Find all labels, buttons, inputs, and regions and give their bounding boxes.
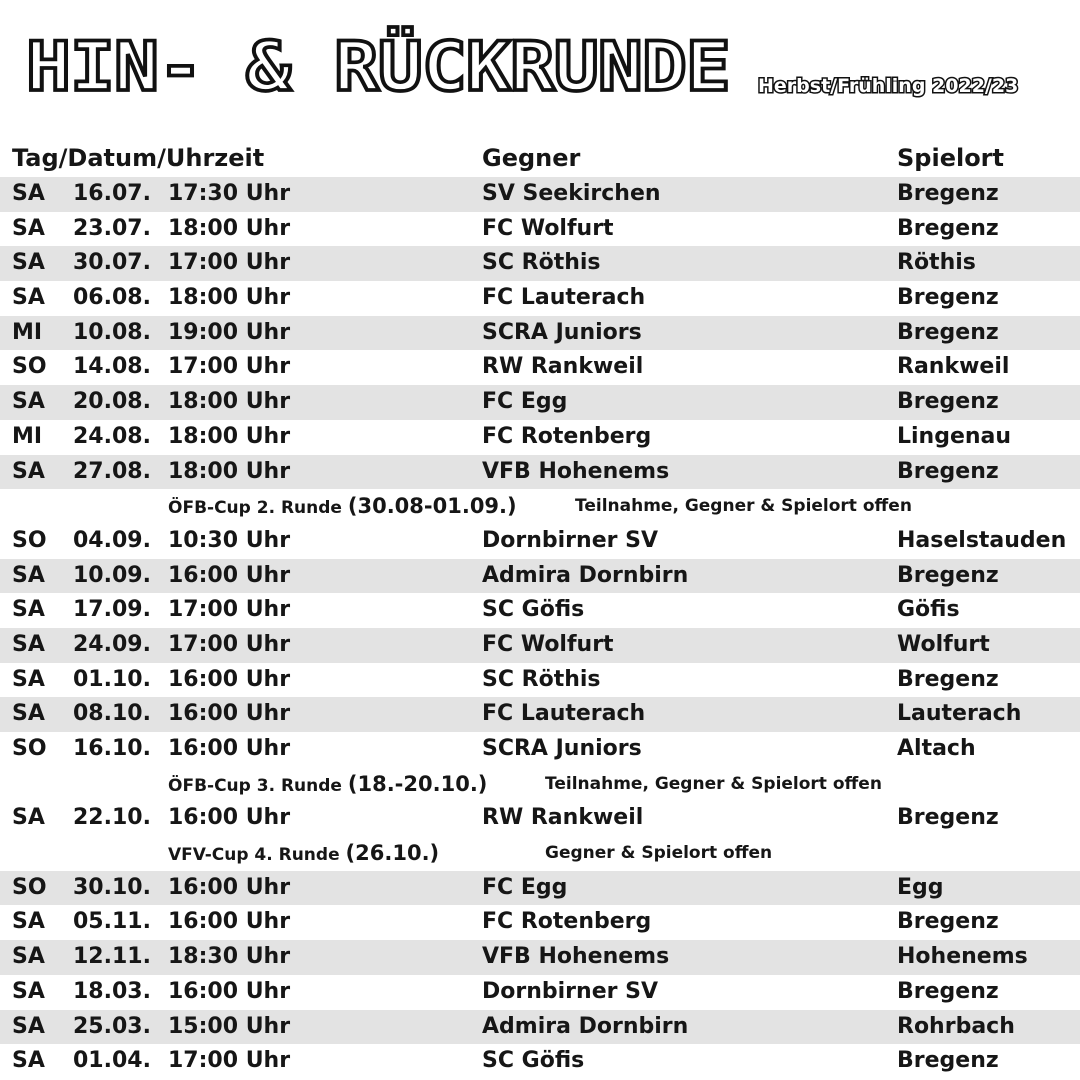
match-day: SA	[12, 458, 45, 484]
match-time: 15:00 Uhr	[168, 1013, 291, 1039]
match-time: 16:00 Uhr	[168, 978, 291, 1004]
match-opponent: SCRA Juniors	[482, 736, 642, 761]
match-date: 27.08.	[73, 458, 151, 484]
match-time: 19:00 Uhr	[168, 319, 291, 345]
match-venue: Bregenz	[897, 978, 999, 1004]
match-date: 06.08.	[73, 285, 151, 311]
match-day: SA	[12, 597, 45, 623]
match-day: SA	[12, 562, 45, 588]
match-day: SA	[12, 1013, 45, 1039]
match-time: 18:00 Uhr	[168, 215, 291, 241]
match-venue: Bregenz	[897, 285, 999, 311]
page-title: HIN- & RÜCKRUNDE	[26, 27, 730, 107]
match-opponent: FC Wolfurt	[482, 631, 614, 657]
match-day: SA	[12, 250, 45, 276]
fixture-row	[0, 350, 1080, 385]
match-time: 18:00 Uhr	[168, 458, 291, 484]
match-venue: Rankweil	[897, 354, 1010, 380]
cup-round-dates: (30.08-01.09.)	[347, 494, 517, 519]
fixture-row	[0, 1044, 1080, 1079]
fixture-row	[0, 420, 1080, 455]
match-venue: Bregenz	[897, 909, 999, 935]
match-opponent: SC Röthis	[482, 250, 601, 276]
match-day: SO	[12, 736, 47, 761]
fixture-row	[0, 663, 1080, 698]
fixture-row	[0, 628, 1080, 663]
match-opponent: SC Röthis	[482, 666, 601, 692]
match-venue: Bregenz	[897, 389, 999, 415]
cup-round-dates: (18.-20.10.)	[347, 771, 488, 796]
match-opponent: FC Lauterach	[482, 701, 646, 727]
cup-round-name: ÖFB-Cup 3. Runde	[168, 775, 342, 796]
match-opponent: SC Göfis	[482, 597, 585, 623]
cup-round-note: Teilnahme, Gegner & Spielort offen	[545, 773, 882, 794]
match-day: MI	[12, 319, 43, 345]
match-day: SA	[12, 215, 45, 241]
match-time: 17:00 Uhr	[168, 597, 291, 623]
season-subtitle: Herbst/Frühling 2022/23	[758, 75, 1019, 97]
match-date: 25.03.	[73, 1013, 151, 1039]
match-time: 18:00 Uhr	[168, 285, 291, 311]
cup-round-label	[168, 489, 517, 526]
fixture-row	[0, 524, 1080, 559]
match-venue: Lingenau	[897, 423, 1012, 449]
fixture-row	[0, 975, 1080, 1010]
fixture-row	[0, 455, 1080, 490]
match-date: 24.08.	[73, 423, 151, 449]
match-day: SA	[12, 389, 45, 415]
match-date: 05.11.	[73, 909, 151, 935]
match-date: 08.10.	[73, 701, 151, 727]
match-date: 30.07.	[73, 250, 151, 276]
cup-row	[0, 489, 1080, 524]
match-day: SA	[12, 631, 45, 657]
match-opponent: FC Lauterach	[482, 285, 646, 311]
match-day: SO	[12, 527, 47, 553]
match-venue: Röthis	[897, 250, 976, 276]
match-day: SA	[12, 805, 45, 831]
match-time: 16:00 Uhr	[168, 805, 291, 831]
match-opponent: RW Rankweil	[482, 354, 644, 380]
match-opponent: FC Egg	[482, 389, 568, 415]
fixture-table	[0, 177, 1080, 1079]
match-date: 18.03.	[73, 978, 151, 1004]
match-venue: Egg	[897, 874, 944, 900]
match-opponent: FC Egg	[482, 874, 568, 900]
fixture-row	[0, 1010, 1080, 1045]
match-date: 14.08.	[73, 354, 151, 380]
match-day: SA	[12, 909, 45, 935]
match-time: 16:00 Uhr	[168, 736, 291, 761]
match-date: 12.11.	[73, 944, 151, 970]
cup-round-name: ÖFB-Cup 2. Runde	[168, 498, 342, 519]
match-day: SA	[12, 1048, 45, 1074]
match-opponent: SC Göfis	[482, 1048, 585, 1074]
match-date: 24.09.	[73, 631, 151, 657]
match-day: SA	[12, 666, 45, 692]
cup-round-dates: (26.10.)	[345, 841, 440, 866]
fixture-row	[0, 905, 1080, 940]
match-date: 16.10.	[73, 736, 151, 761]
match-venue: Wolfurt	[897, 631, 990, 657]
match-date: 10.08.	[73, 319, 151, 345]
match-venue: Bregenz	[897, 458, 999, 484]
match-time: 17:00 Uhr	[168, 354, 291, 380]
match-venue: Altach	[897, 736, 976, 761]
cup-round-label	[168, 836, 439, 873]
column-header-venue: Spielort	[897, 144, 1004, 172]
fixture-row	[0, 246, 1080, 281]
match-venue: Göfis	[897, 597, 960, 623]
match-venue: Lauterach	[897, 701, 1022, 727]
cup-round-label	[168, 767, 487, 804]
match-opponent: SCRA Juniors	[482, 319, 642, 345]
match-date: 17.09.	[73, 597, 151, 623]
match-time: 17:00 Uhr	[168, 631, 291, 657]
match-time: 16:00 Uhr	[168, 701, 291, 727]
match-day: SO	[12, 354, 47, 380]
column-header-date: Tag/Datum/Uhrzeit	[12, 144, 265, 172]
match-opponent: Admira Dornbirn	[482, 562, 689, 588]
match-venue: Bregenz	[897, 1048, 999, 1074]
match-venue: Bregenz	[897, 666, 999, 692]
match-venue: Bregenz	[897, 805, 999, 831]
match-date: 10.09.	[73, 562, 151, 588]
match-time: 16:00 Uhr	[168, 666, 291, 692]
match-day: SA	[12, 978, 45, 1004]
column-header-opponent: Gegner	[482, 144, 581, 172]
cup-row	[0, 767, 1080, 802]
match-opponent: RW Rankweil	[482, 805, 644, 831]
match-time: 10:30 Uhr	[168, 527, 291, 553]
fixture-row	[0, 281, 1080, 316]
table-header	[0, 141, 1080, 175]
match-day: SA	[12, 181, 45, 206]
match-opponent: Dornbirner SV	[482, 527, 658, 553]
match-opponent: Dornbirner SV	[482, 978, 658, 1004]
match-day: MI	[12, 423, 43, 449]
match-time: 16:00 Uhr	[168, 874, 291, 900]
match-opponent: FC Rotenberg	[482, 423, 652, 449]
cup-round-name: VFV-Cup 4. Runde	[168, 845, 340, 866]
match-day: SO	[12, 874, 47, 900]
match-time: 18:00 Uhr	[168, 389, 291, 415]
match-time: 18:30 Uhr	[168, 944, 291, 970]
match-opponent: SV Seekirchen	[482, 181, 661, 206]
match-date: 16.07.	[73, 181, 151, 206]
match-time: 17:00 Uhr	[168, 250, 291, 276]
match-date: 04.09.	[73, 527, 151, 553]
match-day: SA	[12, 285, 45, 311]
match-venue: Bregenz	[897, 319, 999, 345]
match-time: 16:00 Uhr	[168, 562, 291, 588]
match-time: 17:00 Uhr	[168, 1048, 291, 1074]
match-time: 17:30 Uhr	[168, 181, 291, 206]
match-date: 22.10.	[73, 805, 151, 831]
fixture-row	[0, 871, 1080, 906]
fixture-row	[0, 385, 1080, 420]
match-venue: Rohrbach	[897, 1013, 1015, 1039]
fixture-row	[0, 801, 1080, 836]
match-date: 23.07.	[73, 215, 151, 241]
fixture-row	[0, 732, 1080, 767]
fixture-row	[0, 316, 1080, 351]
match-day: SA	[12, 701, 45, 727]
fixture-row	[0, 697, 1080, 732]
fixture-row	[0, 177, 1080, 212]
fixture-row	[0, 559, 1080, 594]
cup-round-note: Gegner & Spielort offen	[545, 843, 773, 864]
match-venue: Bregenz	[897, 181, 999, 206]
match-opponent: Admira Dornbirn	[482, 1013, 689, 1039]
match-time: 16:00 Uhr	[168, 909, 291, 935]
match-venue: Hohenems	[897, 944, 1028, 970]
match-opponent: FC Rotenberg	[482, 909, 652, 935]
fixture-row	[0, 940, 1080, 975]
match-date: 30.10.	[73, 874, 151, 900]
match-opponent: VFB Hohenems	[482, 458, 670, 484]
match-opponent: VFB Hohenems	[482, 944, 670, 970]
match-date: 20.08.	[73, 389, 151, 415]
cup-row	[0, 836, 1080, 871]
match-venue: Bregenz	[897, 562, 999, 588]
match-date: 01.04.	[73, 1048, 151, 1074]
fixture-row	[0, 212, 1080, 247]
match-venue: Haselstauden	[897, 527, 1067, 553]
match-opponent: FC Wolfurt	[482, 215, 614, 241]
cup-round-note: Teilnahme, Gegner & Spielort offen	[575, 496, 912, 517]
match-date: 01.10.	[73, 666, 151, 692]
match-time: 18:00 Uhr	[168, 423, 291, 449]
match-day: SA	[12, 944, 45, 970]
match-venue: Bregenz	[897, 215, 999, 241]
fixture-row	[0, 593, 1080, 628]
